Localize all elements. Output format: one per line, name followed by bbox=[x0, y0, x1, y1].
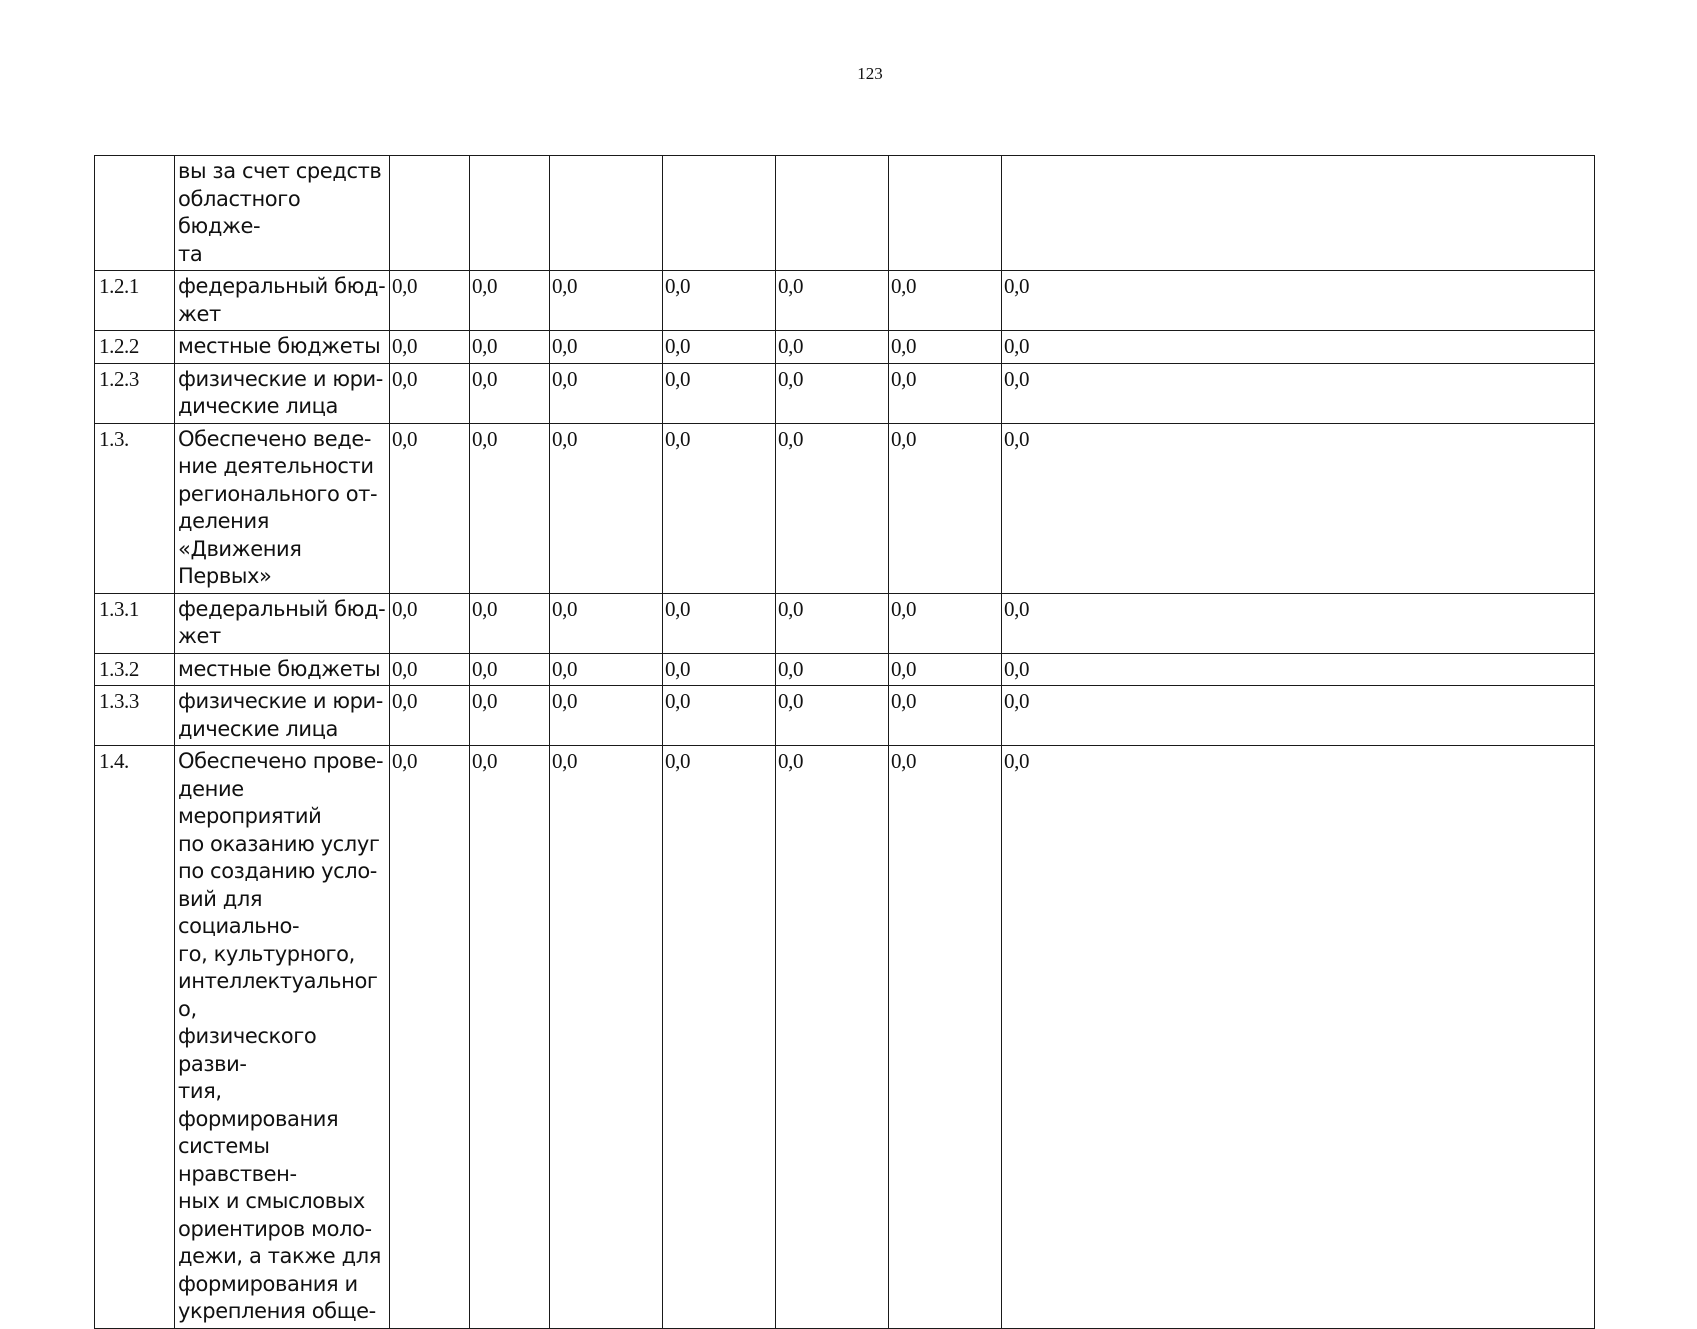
value-cell-2 bbox=[470, 156, 550, 271]
row-number-cell: 1.2.3 bbox=[95, 363, 175, 423]
value-cell-6 bbox=[889, 156, 1002, 271]
value-cell-1: 0,0 bbox=[390, 686, 470, 746]
value-cell-4: 0,0 bbox=[663, 746, 776, 1329]
value-cell-7: 0,0 bbox=[1002, 593, 1595, 653]
value-cell-3: 0,0 bbox=[550, 423, 663, 593]
value-cell-1: 0,0 bbox=[390, 746, 470, 1329]
value-cell-1: 0,0 bbox=[390, 271, 470, 331]
row-number-cell: 1.3.1 bbox=[95, 593, 175, 653]
value-cell-2: 0,0 bbox=[470, 686, 550, 746]
table-row bbox=[95, 363, 1595, 423]
value-cell-7: 0,0 bbox=[1002, 363, 1595, 423]
value-cell-3: 0,0 bbox=[550, 271, 663, 331]
value-cell-2: 0,0 bbox=[470, 593, 550, 653]
row-description-cell: местные бюджеты bbox=[175, 653, 390, 686]
table-body bbox=[95, 156, 1595, 1329]
value-cell-1: 0,0 bbox=[390, 653, 470, 686]
value-cell-3 bbox=[550, 156, 663, 271]
value-cell-6: 0,0 bbox=[889, 653, 1002, 686]
row-number-cell: 1.3.2 bbox=[95, 653, 175, 686]
table-row bbox=[95, 331, 1595, 364]
value-cell-4: 0,0 bbox=[663, 363, 776, 423]
value-cell-6: 0,0 bbox=[889, 363, 1002, 423]
value-cell-5: 0,0 bbox=[776, 423, 889, 593]
value-cell-1: 0,0 bbox=[390, 331, 470, 364]
row-description-cell: местные бюджеты bbox=[175, 331, 390, 364]
value-cell-1: 0,0 bbox=[390, 423, 470, 593]
row-number-cell bbox=[95, 156, 175, 271]
value-cell-7 bbox=[1002, 156, 1595, 271]
table-row bbox=[95, 423, 1595, 593]
value-cell-4: 0,0 bbox=[663, 686, 776, 746]
table-row bbox=[95, 746, 1595, 1329]
value-cell-2: 0,0 bbox=[470, 746, 550, 1329]
value-cell-5: 0,0 bbox=[776, 271, 889, 331]
value-cell-3: 0,0 bbox=[550, 686, 663, 746]
value-cell-7: 0,0 bbox=[1002, 423, 1595, 593]
value-cell-2: 0,0 bbox=[470, 363, 550, 423]
row-number-cell: 1.4. bbox=[95, 746, 175, 1329]
row-description-cell: физические и юри- дические лица bbox=[175, 686, 390, 746]
value-cell-2: 0,0 bbox=[470, 331, 550, 364]
value-cell-7: 0,0 bbox=[1002, 653, 1595, 686]
value-cell-2: 0,0 bbox=[470, 271, 550, 331]
row-number-cell: 1.3. bbox=[95, 423, 175, 593]
table-row bbox=[95, 271, 1595, 331]
value-cell-1 bbox=[390, 156, 470, 271]
value-cell-7: 0,0 bbox=[1002, 271, 1595, 331]
row-number-cell: 1.2.2 bbox=[95, 331, 175, 364]
row-description-cell: Обеспечено веде- ние деятельности регионального от- деления «Движения Первых» bbox=[175, 423, 390, 593]
table-row bbox=[95, 653, 1595, 686]
value-cell-7: 0,0 bbox=[1002, 686, 1595, 746]
value-cell-4 bbox=[663, 156, 776, 271]
table-row bbox=[95, 686, 1595, 746]
value-cell-5: 0,0 bbox=[776, 686, 889, 746]
value-cell-6: 0,0 bbox=[889, 331, 1002, 364]
value-cell-5: 0,0 bbox=[776, 746, 889, 1329]
value-cell-4: 0,0 bbox=[663, 593, 776, 653]
value-cell-6: 0,0 bbox=[889, 746, 1002, 1329]
value-cell-4: 0,0 bbox=[663, 423, 776, 593]
value-cell-7: 0,0 bbox=[1002, 746, 1595, 1329]
value-cell-1: 0,0 bbox=[390, 363, 470, 423]
value-cell-5 bbox=[776, 156, 889, 271]
value-cell-1: 0,0 bbox=[390, 593, 470, 653]
value-cell-6: 0,0 bbox=[889, 271, 1002, 331]
row-description-cell: федеральный бюд- жет bbox=[175, 271, 390, 331]
value-cell-3: 0,0 bbox=[550, 746, 663, 1329]
value-cell-5: 0,0 bbox=[776, 363, 889, 423]
row-description-cell: Обеспечено прове- дение мероприятий по оказанию услуг по созданию усло- вий для социально- го, культурного, интеллектуального, физического разви- тия, формирования системы нравствен- ных и смысловых ориентиров моло- дежи, а также для формирования и укрепления обще- bbox=[175, 746, 390, 1329]
value-cell-5: 0,0 bbox=[776, 593, 889, 653]
page-number: 123 bbox=[857, 64, 883, 83]
value-cell-5: 0,0 bbox=[776, 331, 889, 364]
row-description-cell: вы за счет средств областного бюдже- та bbox=[175, 156, 390, 271]
value-cell-4: 0,0 bbox=[663, 653, 776, 686]
value-cell-6: 0,0 bbox=[889, 686, 1002, 746]
value-cell-6: 0,0 bbox=[889, 423, 1002, 593]
table-row bbox=[95, 593, 1595, 653]
row-description-cell: федеральный бюд- жет bbox=[175, 593, 390, 653]
value-cell-3: 0,0 bbox=[550, 593, 663, 653]
value-cell-3: 0,0 bbox=[550, 331, 663, 364]
value-cell-2: 0,0 bbox=[470, 653, 550, 686]
value-cell-6: 0,0 bbox=[889, 593, 1002, 653]
value-cell-4: 0,0 bbox=[663, 271, 776, 331]
value-cell-2: 0,0 bbox=[470, 423, 550, 593]
row-number-cell: 1.2.1 bbox=[95, 271, 175, 331]
value-cell-3: 0,0 bbox=[550, 363, 663, 423]
table-row bbox=[95, 156, 1595, 271]
value-cell-3: 0,0 bbox=[550, 653, 663, 686]
budget-table bbox=[94, 155, 1595, 1329]
row-description-cell: физические и юри- дические лица bbox=[175, 363, 390, 423]
value-cell-7: 0,0 bbox=[1002, 331, 1595, 364]
row-number-cell: 1.3.3 bbox=[95, 686, 175, 746]
value-cell-4: 0,0 bbox=[663, 331, 776, 364]
value-cell-5: 0,0 bbox=[776, 653, 889, 686]
